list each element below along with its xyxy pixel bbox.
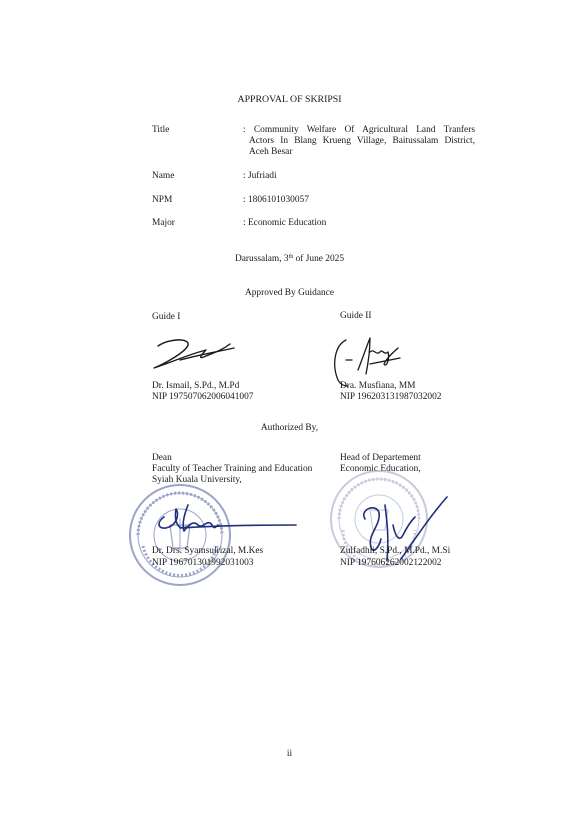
guide1-name: Dr. Ismail, S.Pd., M.Pd: [152, 381, 240, 391]
place-date: Darussalam, 3th of June 2025: [234, 254, 345, 264]
major-value: : Economic Education: [243, 218, 327, 228]
approved-by-heading: Approved By Guidance: [244, 288, 335, 298]
npm-label: NPM: [152, 195, 173, 205]
head-name: Zulfadhli, S.Pd., M.Pd., M.Si: [340, 546, 451, 556]
name-value: : Jufriadi: [243, 171, 277, 181]
head-role: Head of Departement: [340, 453, 421, 463]
title-value-line1: : Community Welfare Of Agricultural Land Tranfers: [243, 125, 475, 135]
title-value-line2: Actors In Blang Krueng Village, Baitussalam District,: [249, 136, 475, 146]
dean-faculty: Faculty of Teacher Training and Education: [152, 464, 313, 474]
page-number: ii: [286, 749, 293, 759]
authorized-by-heading: Authorized By,: [260, 423, 319, 433]
dean-role: Dean: [152, 453, 172, 463]
guide1-title: Guide I: [152, 312, 181, 322]
page-title: APPROVAL OF SKRIPSI: [237, 94, 342, 105]
title-label: Title: [152, 125, 170, 135]
major-label: Major: [152, 218, 175, 228]
guide1-signature: [150, 330, 250, 380]
title-value-line3: Aceh Besar: [249, 147, 293, 157]
dean-university: Syiah Kuala University,: [152, 475, 242, 485]
name-label: Name: [152, 171, 175, 181]
npm-value: : 1806101030057: [243, 195, 309, 205]
dean-signature: [150, 495, 300, 545]
guide2-name: Dra. Musfiana, MM: [340, 381, 416, 391]
dean-name: Dr. Drs. Syamsulrizal, M.Kes: [152, 546, 264, 556]
guide1-nip: NIP 197507062006041007: [152, 392, 254, 402]
head-department: Economic Education,: [340, 464, 421, 474]
dean-nip: NIP 196701301992031003: [152, 558, 254, 568]
head-nip: NIP 197606262002122002: [340, 558, 442, 568]
guide2-title: Guide II: [340, 311, 372, 321]
guide2-nip: NIP 196203131987032002: [340, 392, 442, 402]
